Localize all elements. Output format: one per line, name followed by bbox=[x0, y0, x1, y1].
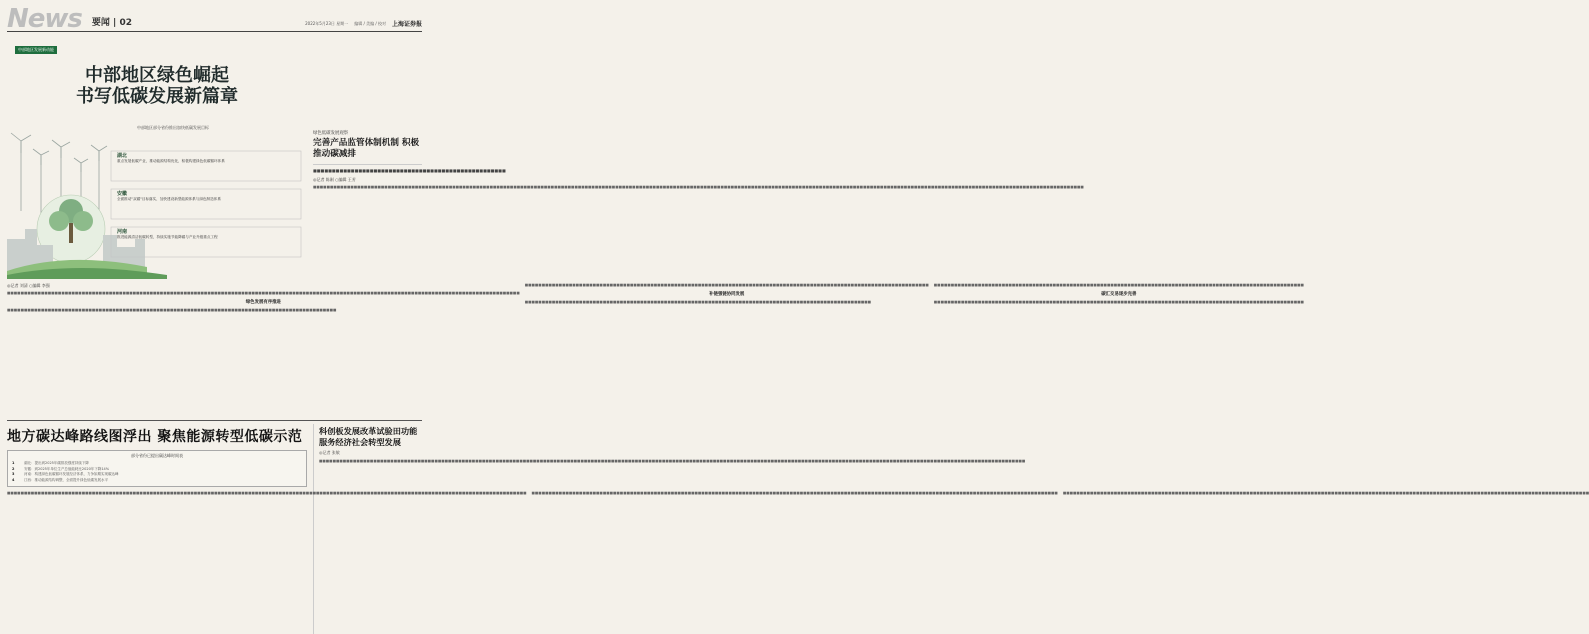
body-text: ■■■■■■■■■■■■■■■■■■■■■■■■■■■■■■■■■■■■■■■■■■■■■■■■■■■■■■■■■■■■■■■■■■■■■■■■■■■■■■■■■■■■■■■■■■■■■■■■■■■■■■■■■■■■■■■■■■■■■■■■■■■■■■■■■■■■■■■■■■■■■■■■■■■■■■■ bbox=[7, 291, 520, 295]
bottom-section bbox=[7, 424, 1589, 634]
feature-illustration bbox=[7, 111, 307, 279]
body-text: ■■■■■■■■■■■■■■■■■■■■■■■■■■■■■■■■■■■■■■■■■■■■■■■■■■■■■■■■■■■■■■■■■■■■■■■■■■■■■■■■■■■■■■■■■■■■■■■■■■■■■■ bbox=[524, 300, 872, 305]
sidebar-title: 完善产品监管体制机制 积极推动碳减排 bbox=[313, 138, 420, 159]
sidebar-byline: ◎记者 陈刚 ○编辑 王芳 bbox=[313, 177, 356, 183]
body-text: ■■■■■■■■■■■■■■■■■■■■■■■■■■■■■■■■■■■■■■■■■■■■■■■■■■■■■■■■■■■■■■■■■■■■■■■■■■■■■■■■■■■■■■■■■■■■■■■■■ bbox=[7, 308, 337, 313]
body-text: ■■■■■■■■■■■■■■■■■■■■■■■■■■■■■■■■■■■■■■■■■■■■■■■■■■■■■■■■■■■■■■■■■■■■■■■■■■■■■■■■■■■■■■■■■■■■■■■■■■■■■■■■■■■■■■■■■■■■■■■■■■■■■■■■■■■■■■■■■■■■■■■■■■■■■■■■■ bbox=[7, 491, 527, 496]
timeline-box-title: 部分省份已提出碳达峰时间表 bbox=[131, 453, 183, 458]
text-column bbox=[7, 283, 520, 313]
row-text: 安徽：到2025年单位生产总值能耗比2020年下降14% bbox=[24, 466, 110, 471]
body-text: ■■■■■■■■■■■■■■■■■■■■■■■■■■■■■■■■■■■■■■■■■■■■■■■■■■■■■■■■■■■■■■■■■■■■■■■■■■■■■■■■■■■■■■■■■■■■■■■■■■■■■■■■■■■■■■■■■■■■■■■ bbox=[524, 283, 929, 287]
feature-title-line1: 中部地区绿色崛起 bbox=[85, 65, 229, 86]
text-column bbox=[532, 491, 1058, 496]
row-number: 4 bbox=[12, 477, 15, 482]
timeline-row bbox=[12, 472, 302, 477]
news-logo: News bbox=[7, 4, 82, 34]
body-text: ■■■■■■■■■■■■■■■■■■■■■■■■■■■■■■■■■■■■■■■■■■■■■■■■■■■■■■■■■■■■■■■■■■■■■■■■■■■■■■■■■■■■■■■■■■■■■■■■■■■■■■■■■■■■■ bbox=[933, 283, 1304, 287]
bottom-sidebar-article bbox=[313, 424, 1026, 634]
body-text: ■■■■■■■■■■■■■■■■■■■■■■■■■■■■■■■■■■■■■■■■■■■■■■■■■■■■■■■■■■■■■■■■■■■■■■■■■■■■■■■■■■■■■■■■■■■■■■■■■■■■■■■■■■■■■ bbox=[933, 300, 1304, 305]
timeline-row bbox=[12, 478, 302, 483]
row-text: 河南：构建绿色低碳循环发展经济体系，力争如期实现碳达峰 bbox=[24, 472, 119, 477]
text-column bbox=[7, 491, 527, 496]
text-column bbox=[525, 283, 929, 313]
province-name: 河南 bbox=[117, 229, 128, 235]
province-name: 安徽 bbox=[117, 191, 128, 197]
illustration-caption: 中部地区部分省份推出加快低碳发展目标 bbox=[137, 125, 209, 130]
feature-title bbox=[7, 65, 307, 107]
row-number: 2 bbox=[12, 466, 15, 471]
sidebar-lead: ■■■■■■■■■■■■■■■■■■■■■■■■■■■■■■■■■■■■■■■■■■■■■■■■■■■ bbox=[313, 164, 422, 173]
row-number: 3 bbox=[12, 472, 15, 477]
edition-info: 编辑 / 美编 / 校对 bbox=[354, 20, 386, 26]
row-number: 1 bbox=[12, 461, 15, 465]
timeline-row bbox=[12, 461, 302, 466]
province-tag-hubei bbox=[117, 154, 297, 164]
feature-title-line2: 书写低碳发展新篇章 bbox=[76, 86, 238, 107]
text-column bbox=[1063, 491, 1589, 496]
section-label: 要闻 | 02 bbox=[91, 18, 132, 28]
timeline-box bbox=[7, 450, 307, 487]
masthead bbox=[7, 6, 422, 32]
issue-date: 2022年5月23日 星期一 bbox=[305, 20, 349, 26]
paper-name: 上海证券报 bbox=[391, 21, 422, 28]
sidebar-kicker: 绿色低碳发展观察 bbox=[313, 131, 349, 136]
timeline-row bbox=[12, 467, 302, 472]
feature-body bbox=[7, 283, 1304, 313]
subhead: 碳汇交易逐步完善 bbox=[1101, 292, 1137, 298]
row-text: 湖北：提出到2025年碳排放强度持续下降 bbox=[24, 461, 89, 465]
text-column bbox=[934, 283, 1304, 313]
row-text: 江西：推动能源结构调整，全面提升绿色低碳发展水平 bbox=[24, 477, 108, 482]
sidebar-body: ■■■■■■■■■■■■■■■■■■■■■■■■■■■■■■■■■■■■■■■■■■■■■■■■■■■■■■■■■■■■■■■■■■■■■■■■■■■■■■■■■■■■■■■■■■■■■■■■■■■■■■■■■■■■■■■■■■■■■■■■■■■■■■■■■■■■■■■■■■■■■■■■■■■■■■■■■■■■■■■■■■■■■■■■■■■■■■■■■■■■■■■■■■■■■■■■■■■■■■■■■■■■■■■■■■■■■■■■■■■■■■■■■■■ bbox=[313, 185, 1084, 190]
body-text: ■■■■■■■■■■■■■■■■■■■■■■■■■■■■■■■■■■■■■■■■■■■■■■■■■■■■■■■■■■■■■■■■■■■■■■■■■■■■■■■■■■■■■■■■■■■■■■■■■■■■■■■■■■■■■■■■■■■■■■■■■■■■■■■■■■■■■■■■■■■■■■■■■■■■■■■■■■■ bbox=[1062, 491, 1589, 496]
subhead: 补链强链协同发展 bbox=[709, 292, 745, 298]
bottom-sidebar-body: ■■■■■■■■■■■■■■■■■■■■■■■■■■■■■■■■■■■■■■■■■■■■■■■■■■■■■■■■■■■■■■■■■■■■■■■■■■■■■■■■■■■■■■■■■■■■■■■■■■■■■■■■■■■■■■■■■■■■■■■■■■■■■■■■■■■■■■■■■■■■■■■■■■■■■■■■■■■■■■■■■■■■■■■■■■■■■■■■■■■■■■■■■■■■■■■■■■■■■■■■■■■■■■■■ bbox=[319, 459, 1026, 463]
province-goal: 全面推动"双碳"目标落实，加快建设新型能源体系与绿色制造体系 bbox=[117, 197, 221, 201]
section-divider bbox=[7, 420, 422, 421]
bottom-title: 地方碳达峰路线图浮出 聚焦能源转型低碳示范 bbox=[7, 429, 303, 445]
province-goal: 重点发展低碳产业，推动能源结构优化，积极构建绿色低碳循环体系 bbox=[117, 159, 225, 163]
bottom-sidebar-byline: ◎记者 张敏 bbox=[319, 450, 340, 455]
subhead: 绿色发展有序推进 bbox=[245, 300, 281, 306]
top-section bbox=[7, 36, 1304, 416]
feature-byline: ◎记者 刘清 ○编辑 李强 bbox=[7, 283, 50, 288]
body-text: ■■■■■■■■■■■■■■■■■■■■■■■■■■■■■■■■■■■■■■■■■■■■■■■■■■■■■■■■■■■■■■■■■■■■■■■■■■■■■■■■■■■■■■■■■■■■■■■■■■■■■■■■■■■■■■■■■■■■■■■■■■■■■■■■■■■■■■■■■■■■■■■■■■■■■■■■■■■ bbox=[531, 491, 1058, 496]
feature-kicker: 中部地区发展新动能 bbox=[15, 46, 57, 54]
masthead-info bbox=[305, 19, 422, 28]
province-name: 湖北 bbox=[117, 153, 128, 159]
province-goal: 推进能源清洁低碳转型，持续实施节能降碳与产业升级重点工程 bbox=[117, 235, 218, 239]
bottom-sidebar-title: 科创板发展改革试验田功能 服务经济社会转型发展 bbox=[319, 426, 418, 447]
province-tag-anhui bbox=[117, 192, 297, 202]
bottom-body bbox=[7, 491, 1589, 496]
province-tag-henan bbox=[117, 230, 297, 240]
